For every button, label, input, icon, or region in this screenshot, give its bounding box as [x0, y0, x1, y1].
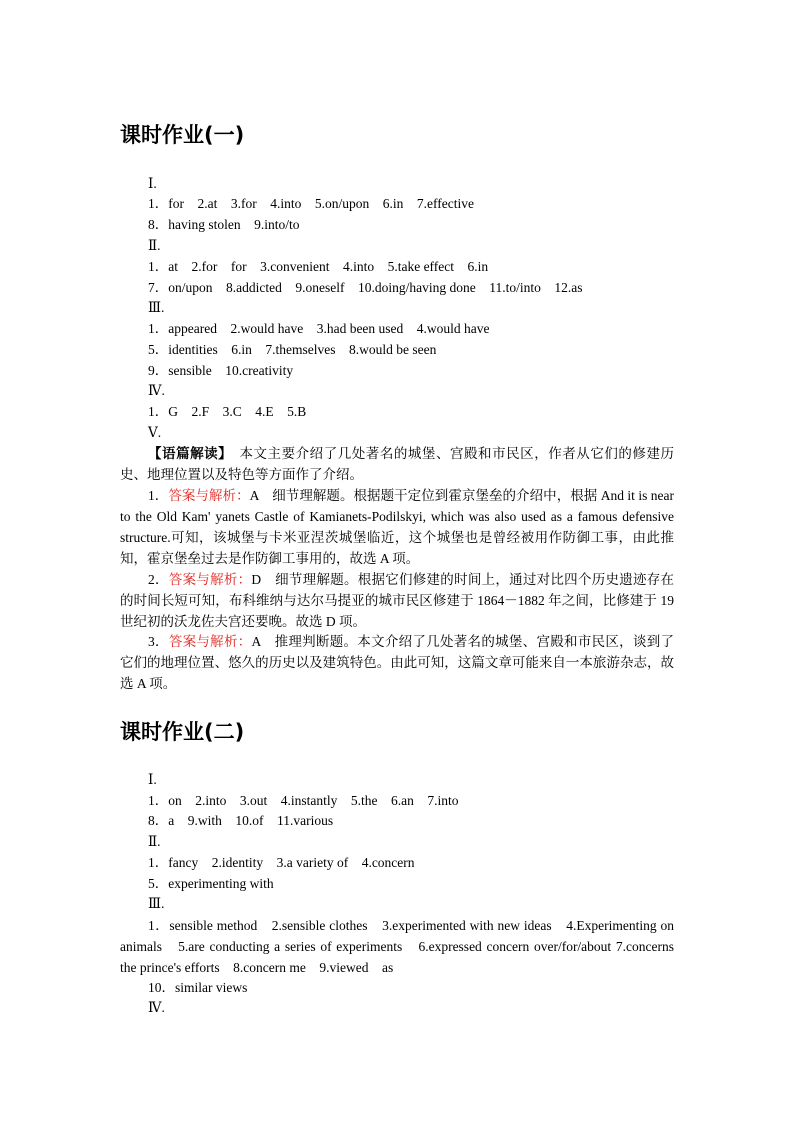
roman-heading-1: Ⅰ. — [148, 176, 157, 191]
question-explanation-3 — [120, 631, 674, 694]
section-title-1: 课时作业(一) — [120, 123, 245, 147]
answer-line: 1．at 2.for for 3.convenient 4.into 5.take effect 6.in — [148, 259, 489, 274]
question-number: 1． — [148, 488, 169, 503]
intro-label: 【语篇解读】 — [148, 446, 226, 461]
explanation-text: A 细节理解题。根据题干定位到霍京堡垒的介绍中，根据 And it is near to the Old Kam' yanets Castle of Kamianets-Podilskyi, which was also used as a famous defensive structure.可知，该城堡与卡米亚涅茨城堡临近，这个城堡也是曾经被用作防御工事，由此推知，霍京堡垒过去是作防御工事用的，故选 A 项。 — [120, 488, 674, 566]
answer-label: 答案与解析： — [168, 634, 252, 649]
roman-heading-2: Ⅱ. — [148, 834, 161, 849]
roman-heading-4: Ⅳ. — [148, 383, 165, 398]
roman-heading-5: Ⅴ. — [148, 425, 162, 440]
passage-intro — [120, 443, 674, 485]
answer-line: 8．a 9.with 10.of 11.various — [148, 813, 334, 828]
question-number: 2． — [148, 572, 169, 587]
answer-line: 10．similar views — [148, 980, 248, 995]
answer-line: 1．fancy 2.identity 3.a variety of 4.concern — [148, 855, 415, 870]
answer-line: 8．having stolen 9.into/to — [148, 217, 300, 232]
answer-line: 1．G 2.F 3.C 4.E 5.B — [148, 404, 307, 419]
answer-line: 5．identities 6.in 7.themselves 8.would be seen — [148, 342, 437, 357]
question-number: 3． — [148, 634, 169, 649]
roman-heading-2: Ⅱ. — [148, 238, 161, 253]
explanation-text: D 细节理解题。根据它们修建的时间上，通过对比四个历史遗迹存在的时间长短可知，布科维纳与达尔马提亚的城市民区修建于 1864－1882 年之间，比修建于 19 世纪初的沃龙佐夫宫还要晚。故选 D 项。 — [120, 572, 675, 629]
roman-heading-1: Ⅰ. — [148, 772, 157, 787]
answer-label: 答案与解析： — [168, 488, 250, 503]
section-title-2: 课时作业(二) — [120, 720, 245, 744]
question-explanation-1 — [120, 485, 674, 569]
question-explanation-2 — [120, 569, 674, 632]
explanation-text: A 推理判断题。本文介绍了几处著名的城堡、宫殿和市民区，谈到了它们的地理位置、悠久的历史以及建筑特色。由此可知，这篇文章可能来自一本旅游杂志，故选 A 项。 — [120, 634, 675, 691]
roman-heading-3: Ⅲ. — [148, 896, 165, 911]
roman-heading-3: Ⅲ. — [148, 300, 165, 315]
answer-paragraph: 1．sensible method 2.sensible clothes 3.experimented with new ideas 4.Experimenting on animals 5.are conducting a series of experiments 6.expressed concern over/for/about 7.concerns the prince's efforts 8.concern me 9.viewed as — [120, 918, 674, 975]
answer-line: 9．sensible 10.creativity — [148, 363, 294, 378]
answer-label: 答案与解析： — [168, 572, 252, 587]
answer-line: 1．for 2.at 3.for 4.into 5.on/upon 6.in 7.effective — [148, 196, 474, 211]
roman-heading-4: Ⅳ. — [148, 1000, 165, 1015]
answer-line: 1．appeared 2.would have 3.had been used 4.would have — [148, 321, 490, 336]
answer-line: 1．on 2.into 3.out 4.instantly 5.the 6.an 7.into — [148, 793, 459, 808]
answer-line: 5．experimenting with — [148, 876, 274, 891]
answer-line: 7．on/upon 8.addicted 9.oneself 10.doing/having done 11.to/into 12.as — [148, 280, 583, 295]
intro-text: 本文主要介绍了几处著名的城堡、宫殿和市民区，作者从它们的修建历史、地理位置以及特色等方面作了介绍。 — [120, 446, 674, 482]
